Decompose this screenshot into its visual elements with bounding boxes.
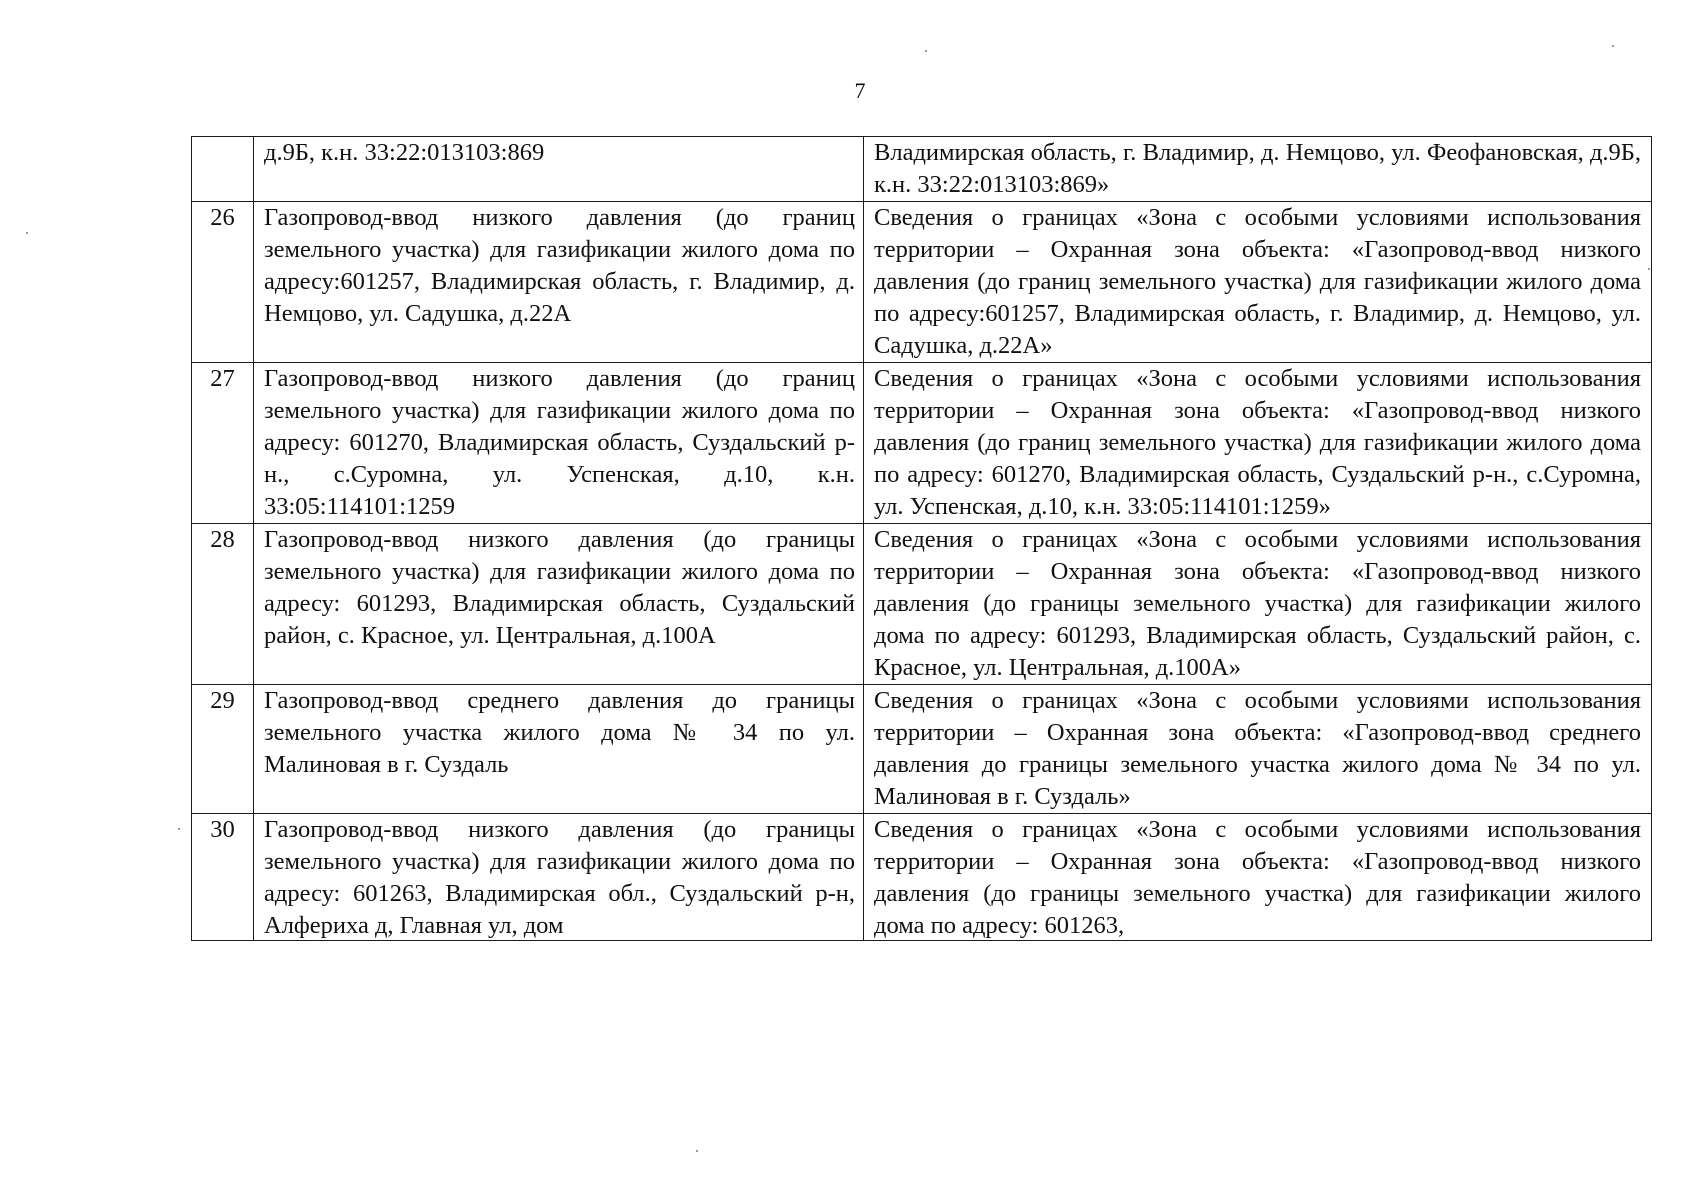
row-number [192, 137, 254, 202]
table-row [192, 137, 1652, 202]
info-cell: Владимирская область, г. Владимир, д. Немцово, ул. Феофановская, д.9Б, к.н. 33:22:013103:869» [864, 137, 1652, 202]
table-row [192, 202, 1652, 363]
table-row [192, 524, 1652, 685]
row-number: 29 [192, 685, 254, 814]
row-number: 27 [192, 363, 254, 524]
object-cell: Газопровод-ввод низкого давления (до границ земельного участка) для газификации жилого дома по адресу: 601270, Владимирская область, Суздальский р-н., с.Суромна, ул. Успенская, д.10, к.н. 33:05:114101:1259 [254, 363, 864, 524]
object-text: Газопровод-ввод низкого давления (до границы земельного участка) для газификации жилого дома по адресу: 601263, Владимирская обл., Суздальский р-н, Алфериха д, Главная ул, дом [264, 816, 855, 939]
info-cell: Сведения о границах «Зона с особыми условиями использования территории – Охранная зона объекта: «Газопровод-ввод низкого давления (до границ земельного участка) для газификации жилого дома по адресу:601257, Владимирская область, г. Владимир, д. Немцово, ул. Садушка, д.22А» [864, 202, 1652, 363]
info-cell: Сведения о границах «Зона с особыми условиями использования территории – Охранная зона объекта: «Газопровод-ввод низкого давления (до границы земельного участка) для газификации жилого дома по адресу: 601293, Владимирская область, Суздальский район, с. Красное, ул. Центральная, д.100А» [864, 524, 1652, 685]
object-cell: Газопровод-ввод низкого давления (до границы земельного участка) для газификации жилого дома по адресу: 601293, Владимирская область, Суздальский район, с. Красное, ул. Центральная, д.100А [254, 524, 864, 685]
row-number: 28 [192, 524, 254, 685]
scan-speck [26, 232, 28, 234]
object-cell: д.9Б, к.н. 33:22:013103:869 [254, 137, 864, 202]
table-row [192, 363, 1652, 524]
info-cell: Сведения о границах «Зона с особыми условиями использования территории – Охранная зона объекта: «Газопровод-ввод низкого давления (до границ земельного участка) для газификации жилого дома по адресу: 601270, Владимирская область, Суздальский р-н., с.Суромна, ул. Успенская, д.10, к.н. 33:05:114101:1259» [864, 363, 1652, 524]
row-number: 26 [192, 202, 254, 363]
table-row [192, 814, 1652, 941]
scan-speck [178, 828, 180, 830]
zones-table [191, 136, 1652, 941]
page-number: 7 [854, 78, 866, 103]
info-cell [864, 814, 1652, 941]
object-cell: Газопровод-ввод низкого давления (до границ земельного участка) для газификации жилого дома по адресу:601257, Владимирская область, г. Владимир, д. Немцово, ул. Садушка, д.22А [254, 202, 864, 363]
object-cell: Газопровод-ввод среднего давления до границы земельного участка жилого дома № 34 по ул. Малиновая в г. Суздаль [254, 685, 864, 814]
table-row [192, 685, 1652, 814]
row-number: 30 [192, 814, 254, 941]
info-text: Сведения о границах «Зона с особыми условиями использования территории – Охранная зона объекта: «Газопровод-ввод низкого давления (до границы земельного участка) для газификации жилого дома по адресу: 601263, [874, 816, 1641, 939]
scan-speck [696, 1150, 698, 1152]
scan-speck [1648, 268, 1650, 270]
object-cell [254, 814, 864, 941]
scan-speck [925, 50, 927, 52]
info-cell: Сведения о границах «Зона с особыми условиями использования территории – Охранная зона объекта: «Газопровод-ввод среднего давления до границы земельного участка жилого дома № 34 по ул. Малиновая в г. Суздаль» [864, 685, 1652, 814]
scan-speck [1612, 45, 1614, 47]
